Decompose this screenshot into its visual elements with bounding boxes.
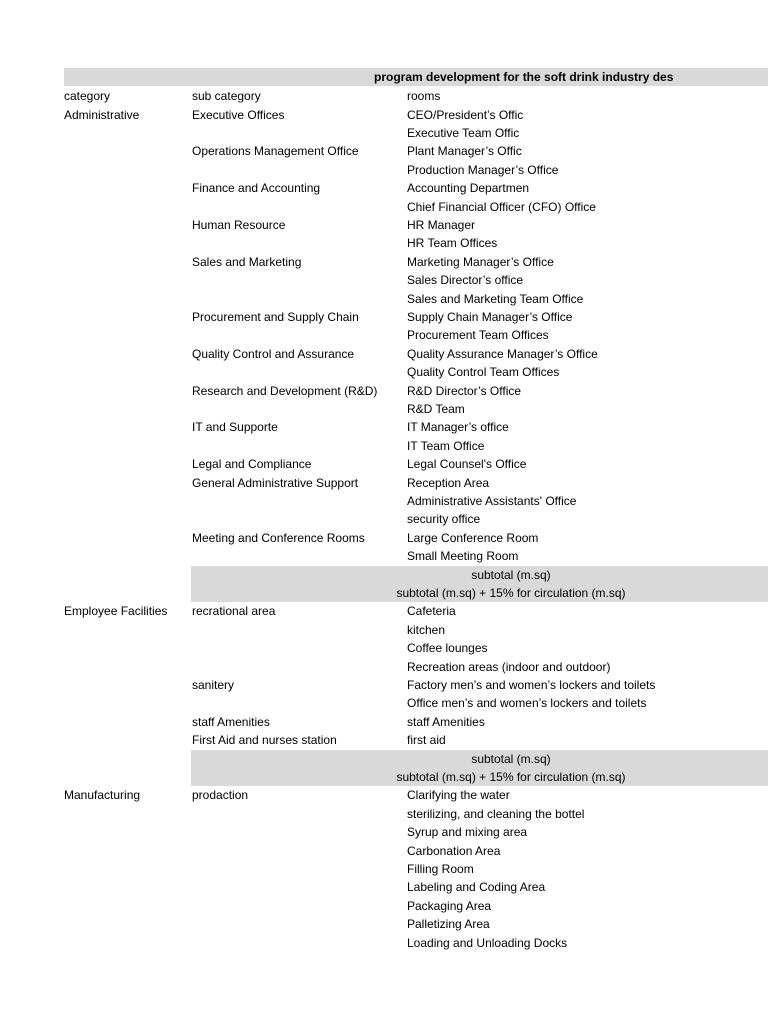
room-cell: Filling Room xyxy=(407,861,474,876)
table-row xyxy=(0,860,768,878)
table-row xyxy=(0,676,768,694)
sub-category-cell: Procurement and Supply Chain xyxy=(192,309,359,324)
room-cell: Sales Director’s office xyxy=(407,273,524,288)
room-cell: first aid xyxy=(407,733,446,748)
table-row xyxy=(0,934,768,952)
title-row xyxy=(0,68,768,86)
subtotal-circulation-row xyxy=(0,768,768,786)
room-cell: Chief Financial Officer (CFO) Office xyxy=(407,199,596,214)
table-row xyxy=(0,529,768,547)
room-cell: Supply Chain Manager’s Office xyxy=(407,309,573,324)
room-cell: Quality Control Team Offices xyxy=(407,365,560,380)
sub-category-cell: Quality Control and Assurance xyxy=(192,346,355,361)
table-row xyxy=(0,658,768,676)
room-cell: Factory men’s and women’s lockers and toilets xyxy=(407,677,656,692)
table-row xyxy=(0,308,768,326)
room-cell: Carbonation Area xyxy=(407,843,501,858)
table-row xyxy=(0,602,768,620)
subtotal-circulation-label: subtotal (m.sq) + 15% for circulation (m.sq) xyxy=(396,585,626,600)
table-row xyxy=(0,455,768,473)
room-cell: Production Manager’s Office xyxy=(407,162,559,177)
room-cell: Clarifying the water xyxy=(407,788,510,803)
table-row xyxy=(0,198,768,216)
table-row xyxy=(0,878,768,896)
sheet-title: program development for the soft drink industry des xyxy=(374,70,674,84)
table-row xyxy=(0,547,768,565)
sub-category-cell: Sales and Marketing xyxy=(192,254,302,269)
table-row xyxy=(0,418,768,436)
sub-category-cell: recrational area xyxy=(192,604,276,619)
room-cell: HR Manager xyxy=(407,217,476,232)
table-row xyxy=(0,639,768,657)
header-row xyxy=(0,87,768,105)
sub-category-cell: IT and Supporte xyxy=(192,420,278,435)
room-cell: HR Team Offices xyxy=(407,236,498,251)
subtotal-circulation-label: subtotal (m.sq) + 15% for circulation (m.sq) xyxy=(396,769,626,784)
room-cell: staff Amenities xyxy=(407,714,485,729)
subtotal-label: subtotal (m.sq) xyxy=(471,567,551,582)
room-cell: Labeling and Coding Area xyxy=(407,880,546,895)
room-cell: Administrative Assistants' Office xyxy=(407,493,577,508)
category-cell: Manufacturing xyxy=(64,788,141,803)
sub-category-cell: Meeting and Conference Rooms xyxy=(192,530,365,545)
sub-category-cell: prodaction xyxy=(192,788,249,803)
room-cell: Palletizing Area xyxy=(407,917,490,932)
room-cell: Reception Area xyxy=(407,475,490,490)
table-row xyxy=(0,786,768,804)
table-row xyxy=(0,842,768,860)
table-row xyxy=(0,510,768,528)
sub-category-cell: Executive Offices xyxy=(192,107,285,122)
sub-category-cell: Operations Management Office xyxy=(192,144,359,159)
table-row xyxy=(0,915,768,933)
room-cell: Packaging Area xyxy=(407,898,492,913)
table-row xyxy=(0,271,768,289)
table-row xyxy=(0,179,768,197)
table-row xyxy=(0,621,768,639)
table-row xyxy=(0,474,768,492)
subtotal-circulation-row xyxy=(0,584,768,602)
table-row xyxy=(0,437,768,455)
category-cell: Employee Facilities xyxy=(64,604,168,619)
room-cell: Legal Counsel's Office xyxy=(407,457,527,472)
header-sub-category: sub category xyxy=(192,89,261,103)
room-cell: security office xyxy=(407,512,481,527)
sub-category-cell: Legal and Compliance xyxy=(192,457,312,472)
sub-category-cell: First Aid and nurses station xyxy=(192,733,337,748)
room-cell: Loading and Unloading Docks xyxy=(407,935,568,950)
subtotal-row xyxy=(0,566,768,584)
room-cell: Plant Manager’s Offic xyxy=(407,144,522,159)
table-row xyxy=(0,161,768,179)
room-cell: Cafeteria xyxy=(407,604,456,619)
room-cell: IT Manager’s office xyxy=(407,420,509,435)
room-cell: Recreation areas (indoor and outdoor) xyxy=(407,659,611,674)
room-cell: IT Team Office xyxy=(407,438,485,453)
table-row xyxy=(0,124,768,142)
room-cell: Sales and Marketing Team Office xyxy=(407,291,584,306)
table-row xyxy=(0,142,768,160)
table-row xyxy=(0,731,768,749)
room-cell: Office men’s and women’s lockers and toilets xyxy=(407,696,647,711)
table-row xyxy=(0,713,768,731)
subtotal-row xyxy=(0,750,768,768)
table-row xyxy=(0,234,768,252)
sub-category-cell: Research and Development (R&D) xyxy=(192,383,378,398)
table-row xyxy=(0,492,768,510)
table-row xyxy=(0,253,768,271)
room-cell: Accounting Departmen xyxy=(407,181,530,196)
room-cell: R&D Team xyxy=(407,401,465,416)
table-row xyxy=(0,823,768,841)
table-row xyxy=(0,106,768,124)
subtotal-label: subtotal (m.sq) xyxy=(471,751,551,766)
sub-category-cell: staff Amenities xyxy=(192,714,270,729)
table-row xyxy=(0,216,768,234)
room-cell: Small Meeting Room xyxy=(407,549,519,564)
sub-category-cell: sanitery xyxy=(192,677,235,692)
sub-category-cell: General Administrative Support xyxy=(192,475,359,490)
header-rooms: rooms xyxy=(407,89,441,103)
room-cell: Marketing Manager’s Office xyxy=(407,254,554,269)
table-row xyxy=(0,805,768,823)
table-row xyxy=(0,363,768,381)
category-cell: Administrative xyxy=(64,107,140,122)
room-cell: CEO/President’s Offic xyxy=(407,107,524,122)
room-cell: Procurement Team Offices xyxy=(407,328,549,343)
table-row xyxy=(0,694,768,712)
room-cell: Large Conference Room xyxy=(407,530,539,545)
room-cell: Executive Team Offic xyxy=(407,125,520,140)
table-row xyxy=(0,897,768,915)
room-cell: kitchen xyxy=(407,622,446,637)
table-row xyxy=(0,326,768,344)
sub-category-cell: Finance and Accounting xyxy=(192,181,321,196)
sub-category-cell: Human Resource xyxy=(192,217,286,232)
room-cell: Quality Assurance Manager’s Office xyxy=(407,346,598,361)
table-row xyxy=(0,345,768,363)
table-row xyxy=(0,382,768,400)
table-row xyxy=(0,290,768,308)
room-cell: sterilizing, and cleaning the bottel xyxy=(407,806,585,821)
room-cell: Coffee lounges xyxy=(407,641,488,656)
room-cell: R&D Director’s Office xyxy=(407,383,522,398)
header-category: category xyxy=(64,89,111,103)
table-row xyxy=(0,400,768,418)
room-cell: Syrup and mixing area xyxy=(407,825,528,840)
